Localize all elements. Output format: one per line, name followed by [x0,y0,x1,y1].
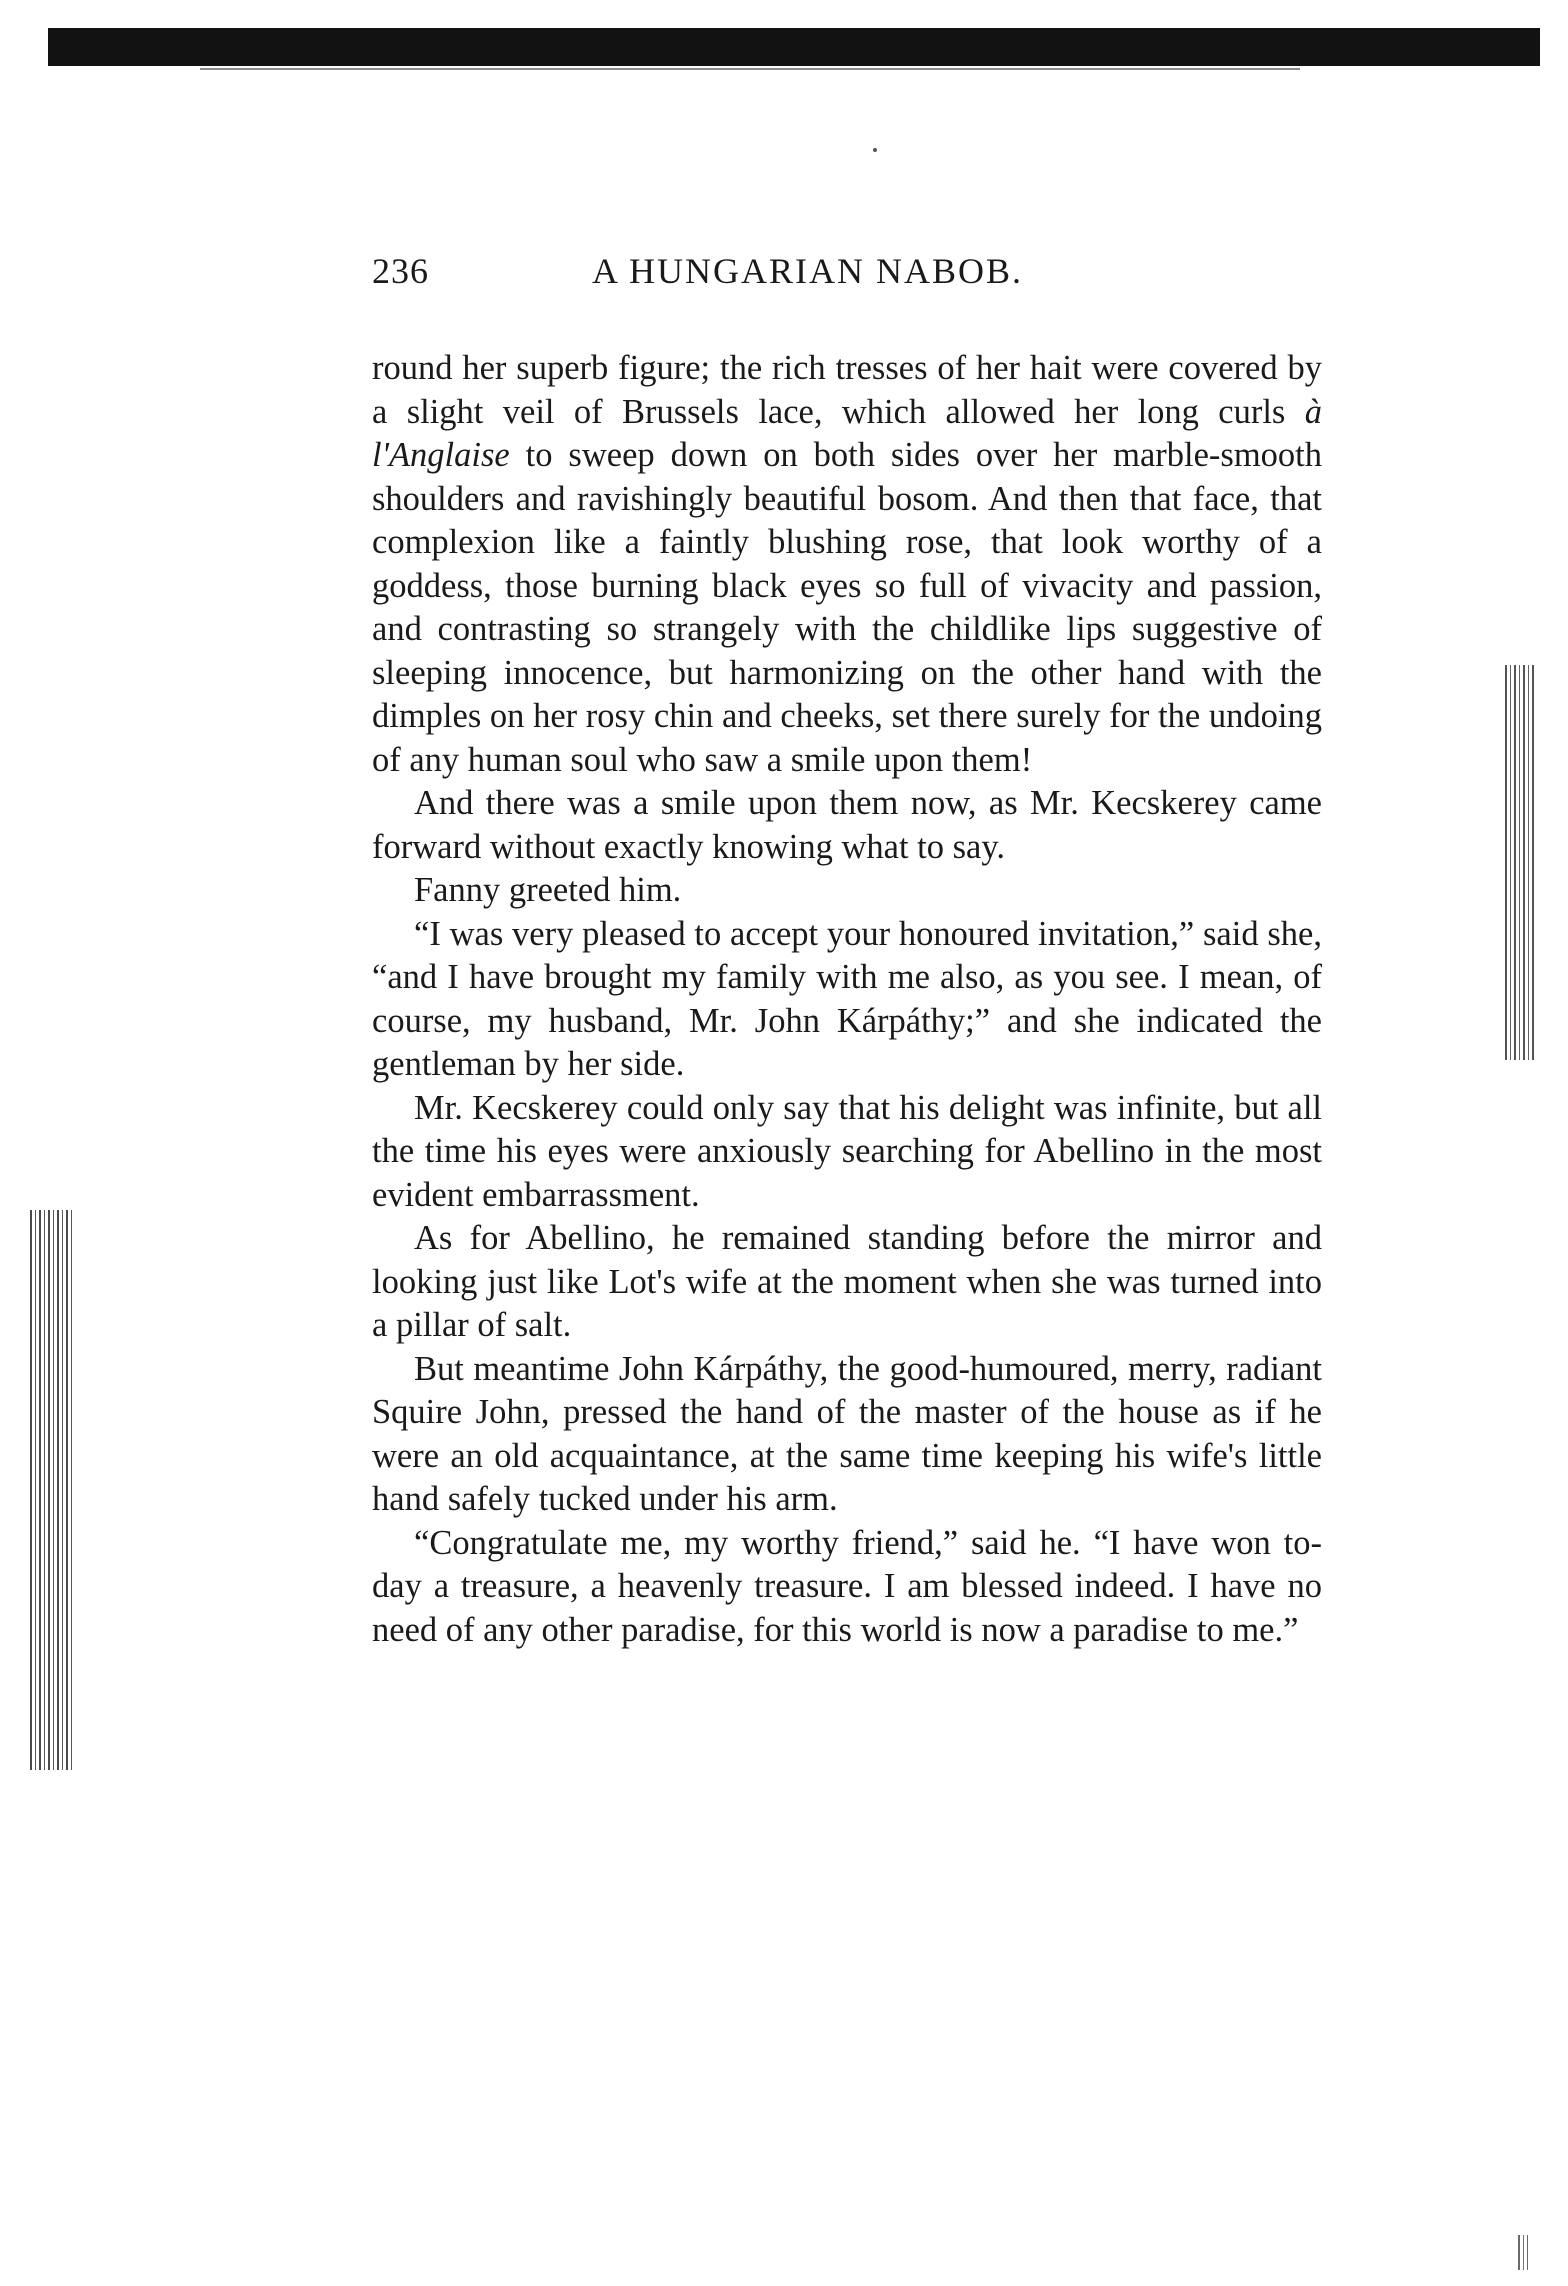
margin-scan-mark-corner [1518,2235,1528,2270]
paragraph [372,1087,1322,1218]
margin-scan-mark-right [1505,665,1535,1060]
scan-edge-bar [48,28,1540,66]
paragraph [372,1348,1322,1522]
text-run: “I was very pleased to accept your honoured invitation,” said she, “and I have brought my family with me also, as you see. I mean, of course, my husband, Mr. John Kárpáthy;” and she indicated the gentleman by her side. [372,914,1322,1083]
book-title: A HUNGARIAN NABOB. [592,251,1024,291]
text-run: But meantime John Kárpáthy, the good-humoured, merry, radiant Squire John, pressed the hand of the master of the house as if he were an old acquaintance, at the same time keeping his wife's little hand safely tucked under his arm. [372,1349,1322,1518]
paragraph [372,347,1322,782]
scan-speck [873,148,877,152]
text-run: to sweep down on both sides over her marble-smooth shoulders and ravishingly beautiful bosom. And then that face, that complexion like a faintly blushing rose, that look worthy of a goddess, those burning black eyes so full of vivacity and passion, and contrasting so strangely with the childlike lips suggestive of sleeping innocence, but harmonizing on the other hand with the dimples on her rosy chin and cheeks, set there surely for the undoing of any human soul who saw a smile upon them! [372,436,1322,779]
text-run: “Congratulate me, my worthy friend,” said he. “I have won to-day a treasure, a heavenly treasure. I am blessed indeed. I have no need of any other paradise, for this world is now a paradise to me.” [372,1523,1322,1649]
paragraph [372,869,1322,913]
paragraph [372,1217,1322,1348]
text-run: As for Abellino, he remained standing before the mirror and looking just like Lot's wife at the moment when she was turned into a pillar of salt. [372,1219,1322,1344]
paragraph [372,782,1322,869]
page-number: 236 [372,251,429,291]
running-head [372,250,1322,310]
body-text [372,347,1322,1652]
scan-edge-line [200,68,1300,70]
text-run: Mr. Kecskerey could only say that his delight was infinite, but all the time his eyes were anxiously searching for Abellino in the most evident embarrassment. [372,1088,1322,1214]
margin-scan-mark-left [30,1210,74,1770]
text-run: round her superb figure; the rich tresses of her hait were covered by a slight veil of Brussels lace, which allowed her long curls [372,349,1322,431]
paragraph [372,913,1322,1087]
italic-phrase: à l'Anglaise [372,392,1322,474]
paragraph [372,1522,1322,1653]
text-run: Fanny greeted him. [414,871,682,909]
text-run: And there was a smile upon them now, as Mr. Kecskerey came forward without exactly knowing what to say. [372,784,1322,866]
